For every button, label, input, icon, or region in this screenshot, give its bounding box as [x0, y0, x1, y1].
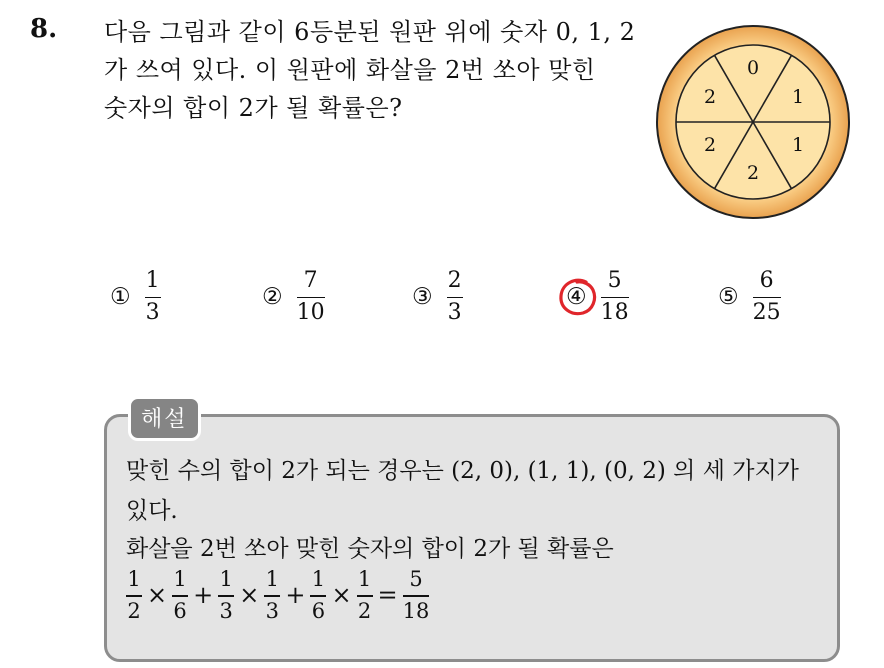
solution-line: 화살을 2번 쏘아 맞힌 숫자의 합이 2가 될 확률은: [126, 536, 614, 562]
sector-number: 0: [746, 57, 760, 79]
fraction-numerator: 1: [357, 567, 372, 591]
formula-fraction: [310, 568, 326, 623]
choice-3[interactable]: [412, 262, 463, 332]
fraction-denominator: 18: [600, 300, 629, 326]
formula-fraction: [126, 568, 142, 623]
choice-fraction: [601, 269, 629, 326]
fraction-bar: [403, 595, 430, 597]
choice-symbol: ④: [566, 284, 587, 310]
fraction-bar: [297, 297, 325, 299]
fraction-denominator: 3: [447, 300, 462, 326]
choice-symbol: ⑤: [718, 284, 739, 310]
fraction-bar: [145, 297, 161, 299]
fraction-numerator: 1: [145, 267, 160, 293]
fraction-numerator: 1: [173, 567, 187, 591]
question-line: 숫자의 합이 2가 될 확률은?: [104, 94, 403, 122]
formula-fraction: [357, 568, 373, 623]
question-line: 가 쓰여 있다. 이 원판에 화살을 2번 쏘아 맞힌: [104, 56, 596, 84]
fraction-numerator: 7: [303, 267, 318, 293]
formula-fraction: [264, 568, 280, 623]
choice-symbol: ③: [412, 284, 433, 310]
fraction-bar: [753, 297, 781, 299]
choice-fraction: [145, 269, 161, 326]
fraction-bar: [310, 595, 326, 597]
fraction-bar: [172, 595, 188, 597]
choice-2[interactable]: [262, 262, 325, 332]
solution-label: 해설: [128, 396, 201, 441]
fraction-numerator: 6: [759, 267, 774, 293]
fraction-numerator: 2: [447, 267, 462, 293]
choice-4[interactable]: [566, 262, 629, 332]
fraction-denominator: 2: [357, 598, 372, 623]
equals-sign: =: [377, 581, 398, 610]
fraction-bar: [601, 297, 629, 299]
choice-fraction: [297, 269, 325, 326]
formula-fraction: [218, 568, 234, 623]
question-number: 8.: [30, 14, 58, 44]
fraction-bar: [126, 595, 142, 597]
fraction-bar: [264, 595, 280, 597]
dart-board-figure: [653, 22, 853, 222]
formula-fraction: [172, 568, 188, 623]
choice-symbol: ①: [110, 284, 131, 310]
fraction-numerator: 1: [311, 567, 326, 591]
choice-symbol: ②: [262, 284, 283, 310]
fraction-denominator: 25: [752, 300, 781, 326]
solution-formula: [126, 568, 429, 623]
formula-result: [403, 568, 430, 623]
sector-number: 1: [791, 134, 805, 156]
plus-sign: +: [285, 581, 306, 610]
sector-number: 2: [703, 86, 717, 108]
choice-fraction: [447, 269, 463, 326]
fraction-numerator: 1: [127, 567, 141, 591]
plus-sign: +: [193, 581, 214, 610]
times-sign: ×: [147, 581, 168, 610]
fraction-denominator: 18: [402, 598, 430, 623]
question-line: 다음 그림과 같이 6등분된 원판 위에 숫자 0, 1, 2: [104, 18, 636, 46]
fraction-denominator: 2: [127, 598, 141, 623]
times-sign: ×: [331, 581, 352, 610]
fraction-denominator: 3: [265, 598, 280, 623]
fraction-numerator: 1: [219, 567, 233, 591]
fraction-denominator: 3: [219, 598, 233, 623]
times-sign: ×: [239, 581, 260, 610]
choice-1[interactable]: [110, 262, 161, 332]
choice-5[interactable]: [718, 262, 781, 332]
fraction-denominator: 10: [296, 300, 325, 326]
choice-fraction: [753, 269, 781, 326]
fraction-numerator: 1: [265, 567, 280, 591]
fraction-bar: [357, 595, 373, 597]
sector-number: 2: [746, 162, 760, 184]
solution-line: 맞힌 수의 합이 2가 되는 경우는 (2, 0), (1, 1), (0, 2) 의 세 가지가: [126, 458, 799, 484]
fraction-bar: [218, 595, 234, 597]
sector-number: 1: [791, 86, 805, 108]
fraction-bar: [447, 297, 463, 299]
solution-line: 있다.: [126, 498, 178, 524]
fraction-denominator: 3: [145, 300, 160, 326]
fraction-numerator: 5: [607, 267, 622, 293]
fraction-numerator: 5: [409, 567, 423, 591]
fraction-denominator: 6: [173, 598, 187, 623]
fraction-denominator: 6: [311, 598, 326, 623]
sector-number: 2: [703, 134, 717, 156]
